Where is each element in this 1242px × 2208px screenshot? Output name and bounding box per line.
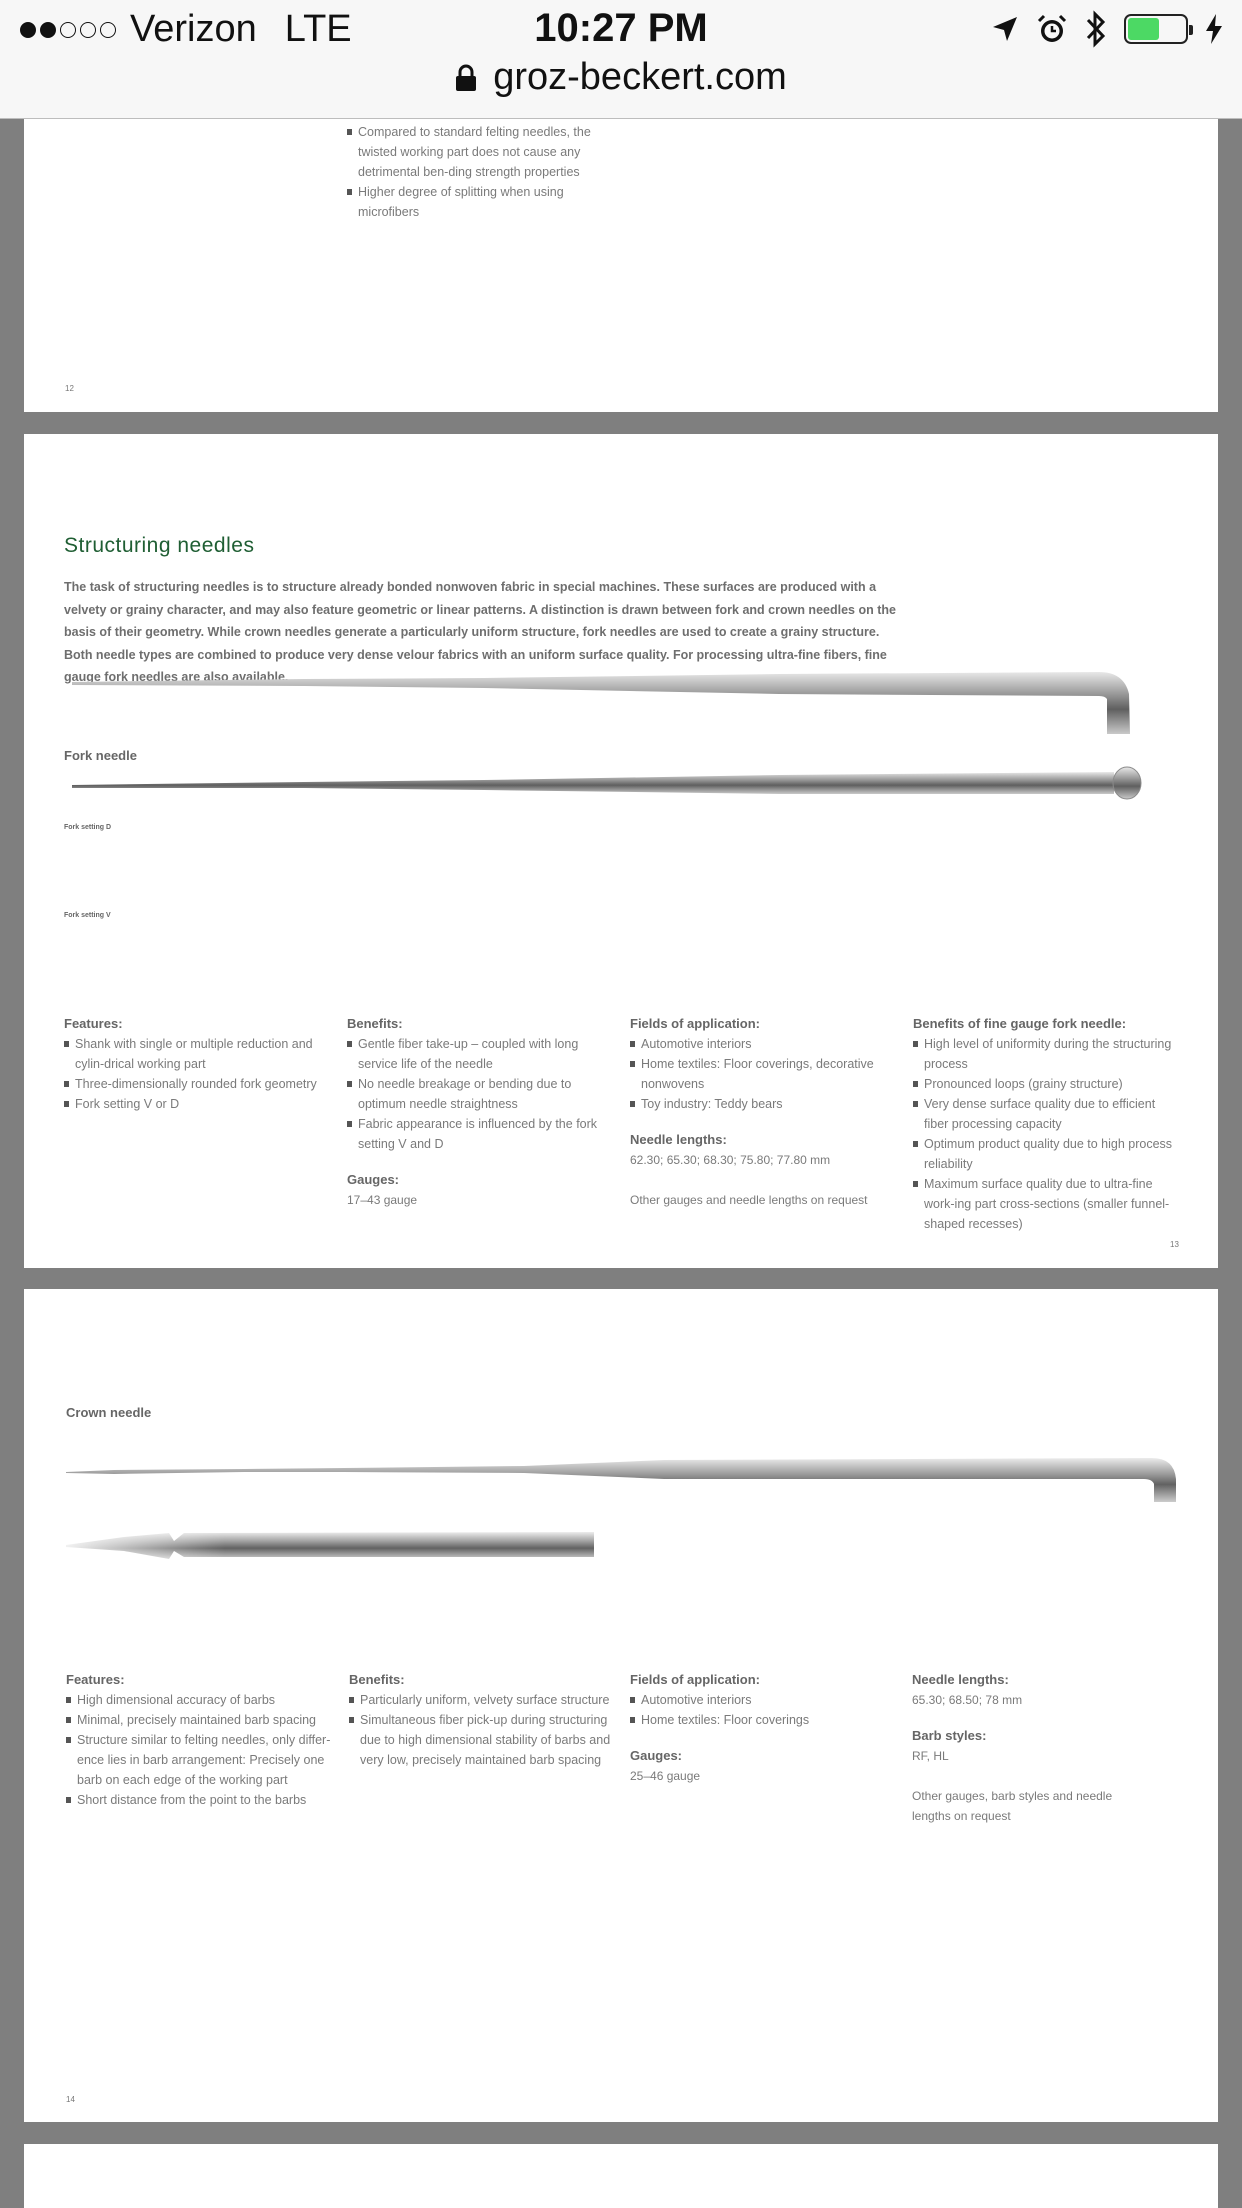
benefits-heading: Benefits: xyxy=(347,1016,403,1031)
fields-list xyxy=(630,1690,900,1730)
benefits-list xyxy=(349,1690,619,1770)
needle-lengths-heading: Needle lengths: xyxy=(912,1672,1009,1687)
needle-lengths-value: 65.30; 68.50; 78 mm xyxy=(912,1693,1023,1707)
list-item: No needle breakage or bending due to optimum needle straightness xyxy=(347,1074,617,1114)
list-item: Simultaneous fiber pick-up during structuring due to high dimensional stability of barbs and very low, precisely maintained barb spacing xyxy=(349,1710,619,1770)
benefits-heading: Benefits: xyxy=(349,1672,405,1687)
features-heading: Features: xyxy=(66,1672,125,1687)
list-item: Pronounced loops (grainy structure) xyxy=(913,1074,1178,1094)
bluetooth-icon xyxy=(1084,10,1108,48)
fine-gauge-list xyxy=(913,1034,1178,1234)
crown-needle-images xyxy=(24,1289,1218,1589)
list-item: Automotive interiors xyxy=(630,1690,900,1710)
fork-needle-label: Fork needle xyxy=(64,748,137,763)
document-page-14 xyxy=(24,1289,1218,2122)
lock-icon xyxy=(455,64,477,92)
list-item: Particularly uniform, velvety surface structure xyxy=(349,1690,619,1710)
crown-fields-column xyxy=(630,1670,900,1786)
address-bar[interactable] xyxy=(0,56,1242,99)
crown-lengths-column xyxy=(912,1670,1152,1826)
gauges-heading: Gauges: xyxy=(630,1748,683,1763)
page-number: 14 xyxy=(66,2095,75,2104)
crown-needle-label: Crown needle xyxy=(66,1405,152,1420)
benefits-list xyxy=(347,1034,617,1154)
page12-bullet-list xyxy=(347,122,617,222)
list-item: Automotive interiors xyxy=(630,1034,900,1054)
list-item: Toy industry: Teddy bears xyxy=(630,1094,900,1114)
network-type: LTE xyxy=(284,8,352,50)
features-column xyxy=(64,1014,334,1114)
barb-styles-heading: Barb styles: xyxy=(912,1728,987,1743)
clock: 10:27 PM xyxy=(534,6,708,50)
alarm-clock-icon xyxy=(1036,13,1068,45)
gauges-value: 17–43 gauge xyxy=(347,1193,418,1207)
document-page-13 xyxy=(24,434,1218,1268)
features-heading: Features: xyxy=(64,1016,123,1031)
needle-lengths-value: 62.30; 65.30; 68.30; 75.80; 77.80 mm xyxy=(630,1153,831,1167)
list-item: Shank with single or multiple reduction and cylin-drical working part xyxy=(64,1034,334,1074)
fine-gauge-column xyxy=(913,1014,1178,1234)
request-note: Other gauges, barb styles and needle lengths on request xyxy=(912,1789,1113,1823)
list-item: Minimal, precisely maintained barb spacing xyxy=(66,1710,336,1730)
list-item: Home textiles: Floor coverings, decorative nonwovens xyxy=(630,1054,900,1094)
list-item: Optimum product quality due to high process reliability xyxy=(913,1134,1178,1174)
list-item: High level of uniformity during the structuring process xyxy=(913,1034,1178,1074)
section-title: Structuring needles xyxy=(64,534,255,557)
request-note: Other gauges and needle lengths on request xyxy=(630,1193,868,1207)
features-list xyxy=(66,1690,336,1810)
crown-benefits-column xyxy=(349,1670,619,1770)
list-item: Structure similar to felting needles, only differ-ence lies in barb arrangement: Precisely one barb on each edge of the working part xyxy=(66,1730,336,1790)
status-bar xyxy=(0,0,1242,119)
gauges-value: 25–46 gauge xyxy=(630,1769,701,1783)
list-item: Fork setting V or D xyxy=(64,1094,334,1114)
page-number: 12 xyxy=(65,384,74,393)
list-item: Three-dimensionally rounded fork geometry xyxy=(64,1074,334,1094)
fork-needle-d-image xyxy=(72,672,1130,734)
fork-setting-d-label: Fork setting D xyxy=(64,824,112,831)
fork-needle-v-image xyxy=(72,767,1141,799)
features-list xyxy=(64,1034,334,1114)
list-item: Fabric appearance is influenced by the fork setting V and D xyxy=(347,1114,617,1154)
fields-column xyxy=(630,1014,900,1210)
url-text[interactable]: groz-beckert.com xyxy=(493,56,787,98)
list-item: Home textiles: Floor coverings xyxy=(630,1710,900,1730)
document-page-15 xyxy=(24,2144,1218,2208)
list-item: Maximum surface quality due to ultra-fine work-ing part cross-sections (smaller funnel-shaped recesses) xyxy=(913,1174,1178,1234)
benefits-column xyxy=(347,1014,617,1210)
carrier-name: Verizon xyxy=(130,8,257,50)
crown-features-column xyxy=(66,1670,336,1810)
charging-bolt-icon xyxy=(1204,13,1224,45)
crown-needle-long-image xyxy=(66,1458,1176,1502)
document-page-12 xyxy=(24,118,1218,412)
list-item: High dimensional accuracy of barbs xyxy=(66,1690,336,1710)
barb-styles-value: RF, HL xyxy=(912,1749,949,1763)
list-item: Compared to standard felting needles, the twisted working part does not cause any detrimental ben-ding strength properties xyxy=(347,122,617,182)
list-item: Higher degree of splitting when using microfibers xyxy=(347,182,617,222)
intro-paragraph: The task of structuring needles is to structure already bonded nonwoven fabric in special machines. These surfaces are produced with a velvety or grainy character, and may also feature geometric or linear patterns. A distinction is drawn between fork and crown needles on the basis of their geometry. While crown needles generate a particularly uniform structure, fork needles are used to create a grainy structure. Both needle types are combined to produce very dense velour fabrics with an uniform surface quality. For processing ultra-fine fibers, fine gauge fork needles are also available. xyxy=(64,580,896,684)
gauges-heading: Gauges: xyxy=(347,1172,400,1187)
fields-heading: Fields of application: xyxy=(630,1016,761,1031)
fields-list xyxy=(630,1034,900,1114)
location-arrow-icon xyxy=(990,14,1020,44)
battery-icon xyxy=(1124,14,1188,44)
fields-heading: Fields of application: xyxy=(630,1672,761,1687)
needle-lengths-heading: Needle lengths: xyxy=(630,1132,727,1147)
crown-needle-tip-image xyxy=(66,1529,596,1561)
fine-gauge-heading: Benefits of fine gauge fork needle: xyxy=(913,1016,1127,1031)
page-number: 13 xyxy=(1170,1240,1179,1249)
fork-setting-v-label: Fork setting V xyxy=(64,912,111,919)
list-item: Very dense surface quality due to efficient fiber processing capacity xyxy=(913,1094,1178,1134)
list-item: Gentle fiber take-up – coupled with long service life of the needle xyxy=(347,1034,617,1074)
list-item: Short distance from the point to the barbs xyxy=(66,1790,336,1810)
status-icons xyxy=(990,10,1224,48)
fork-needle-images xyxy=(24,434,1218,834)
